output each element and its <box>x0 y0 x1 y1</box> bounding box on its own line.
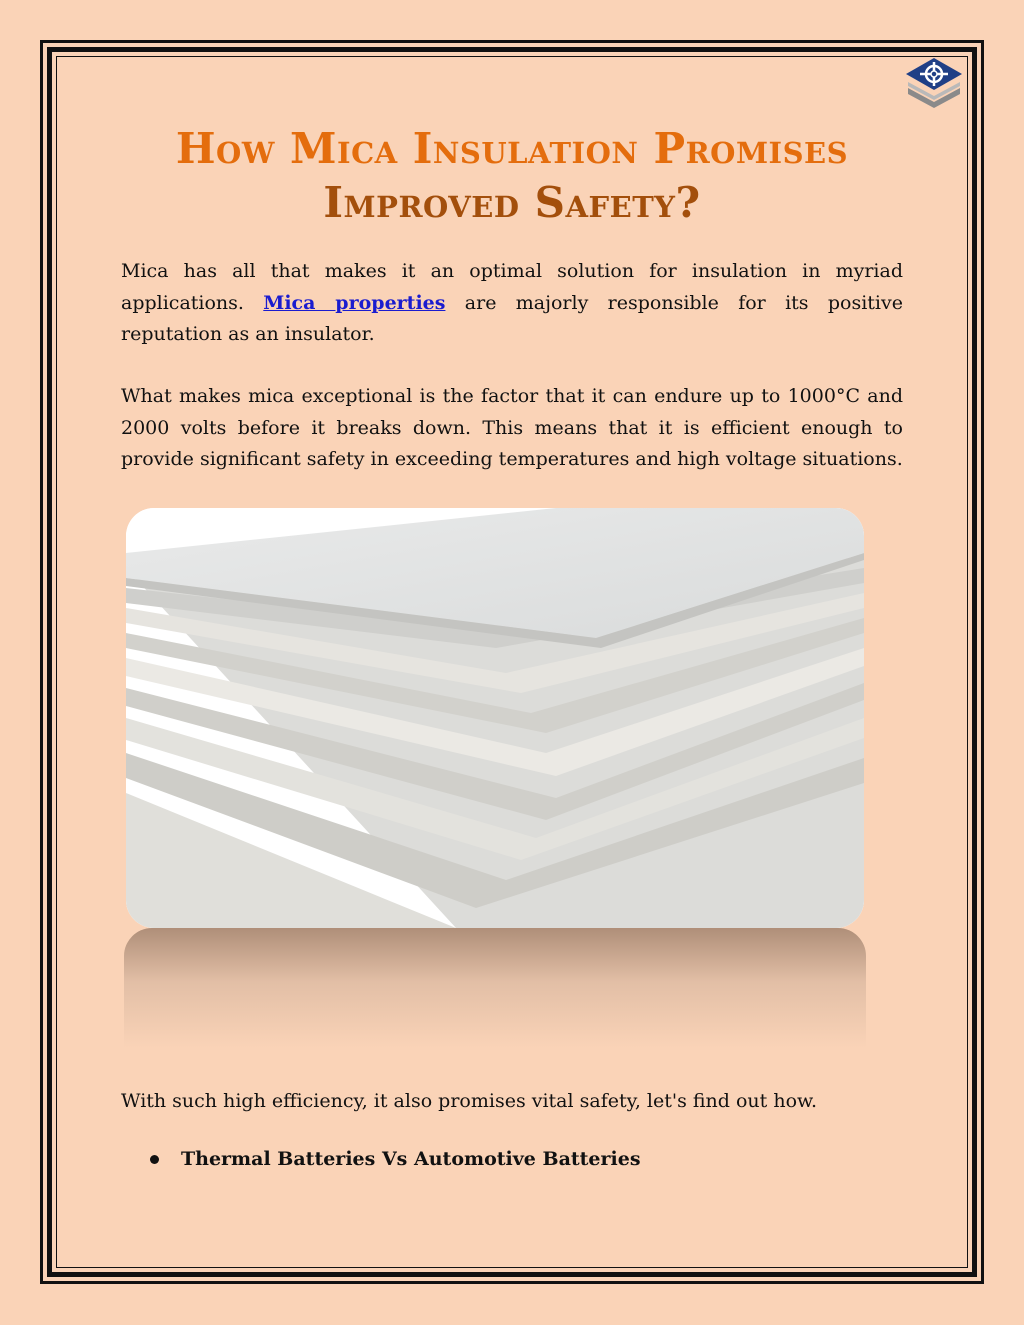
intro-text-before-link: Mica has all that makes it an optimal solution for insulation in myriad applications. <box>121 260 903 314</box>
efficiency-paragraph: With such high efficiency, it also promises vital safety, let's find out how. <box>121 1090 818 1112</box>
title-line-1: How Mica Insulation Promises <box>175 124 849 173</box>
mica-sheets-stack-photo <box>126 508 864 928</box>
company-logo-icon <box>902 54 966 110</box>
bullet-icon <box>150 1155 159 1164</box>
bullet-list <box>150 1148 641 1170</box>
mica-properties-link[interactable]: Mica properties <box>263 291 446 314</box>
intro-paragraph <box>121 256 903 351</box>
title-line-2: Improved Safety? <box>323 178 701 227</box>
mica-sheets-illustration <box>126 508 864 928</box>
list-item <box>150 1148 641 1170</box>
intro-text-after-link: are majorly responsible for its positive reputation as an insulator. <box>121 291 903 345</box>
exceptional-paragraph: What makes mica exceptional is the factor that it can endure up to 1000°C and 2000 volts before it breaks down. This means that it is efficient enough to provide significant safety in exceeding temperatures and high voltage situations. <box>121 385 903 470</box>
photo-reflection <box>124 928 866 1048</box>
page-title <box>100 122 924 230</box>
bullet-text: Thermal Batteries Vs Automotive Batteries <box>181 1148 641 1170</box>
